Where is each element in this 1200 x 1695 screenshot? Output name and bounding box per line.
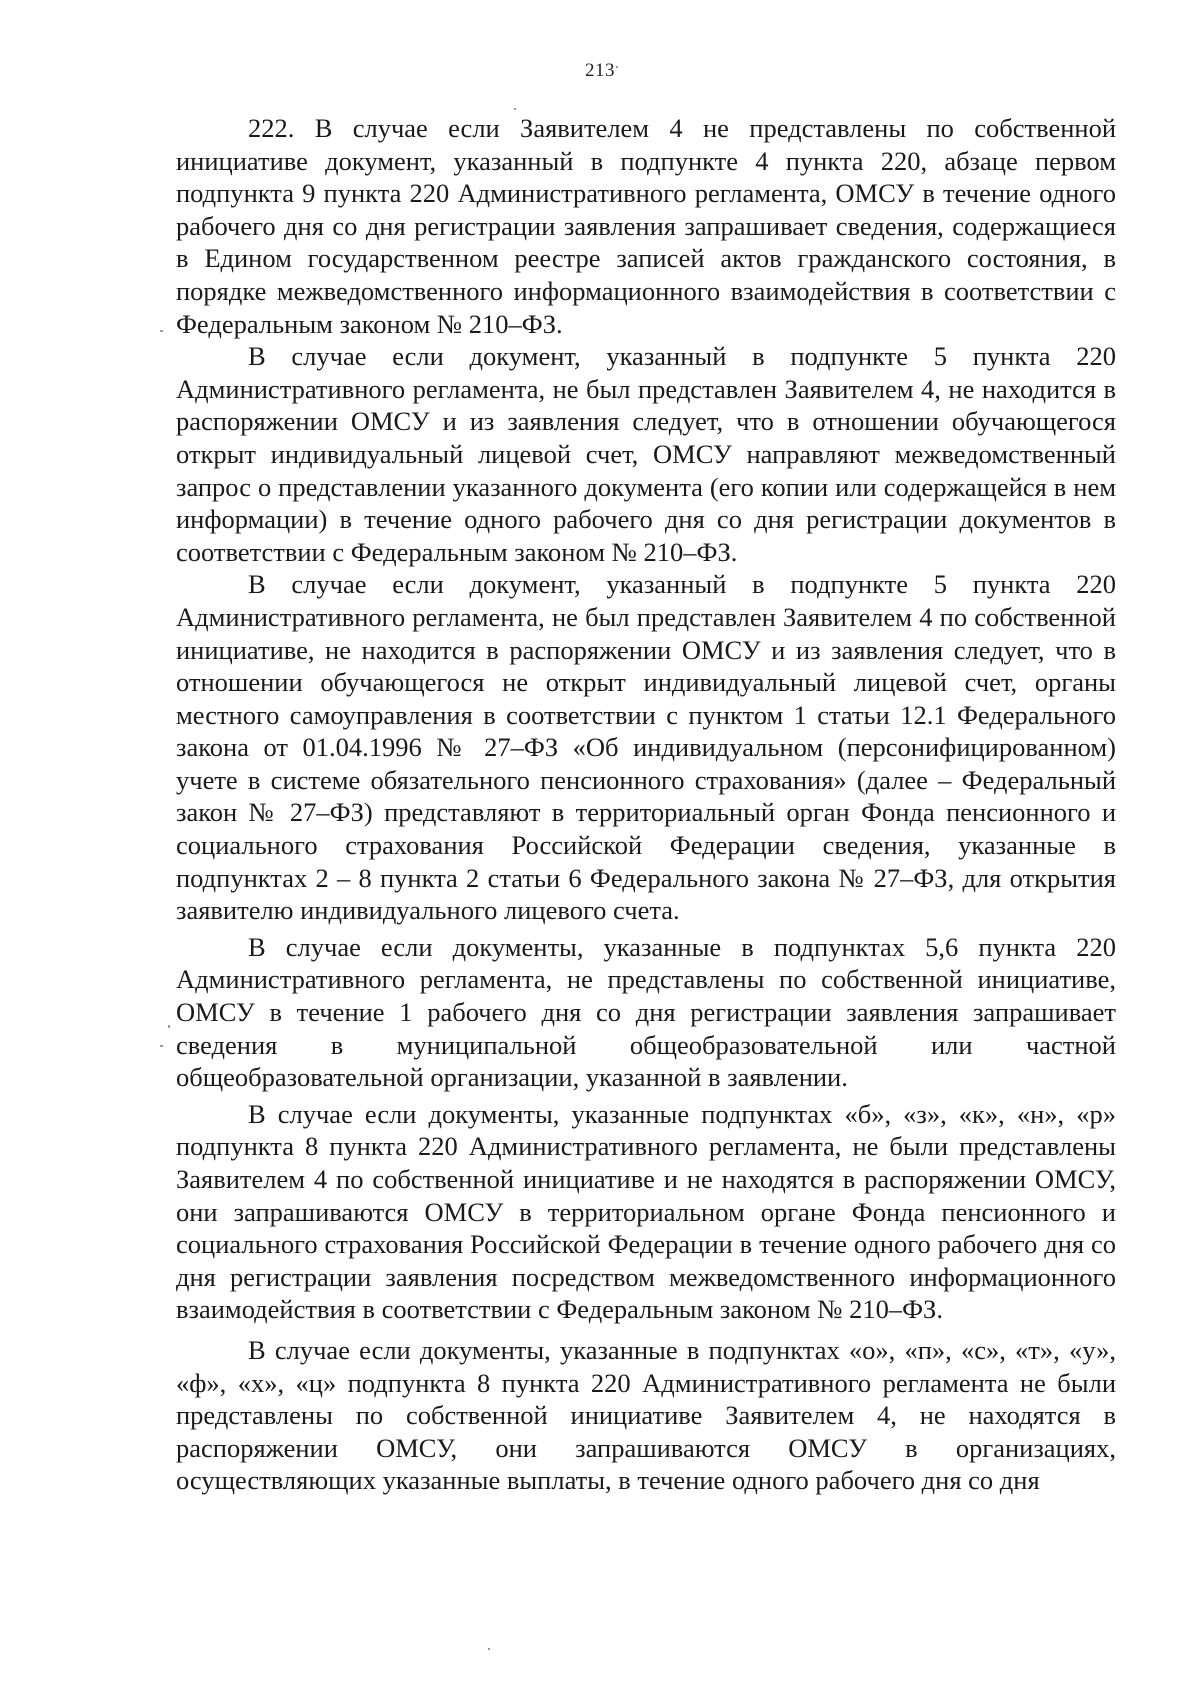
paragraph-snils-not-open: В случае если документ, указанный в подпункте 5 пункта 220 Административного регламента, не был представлен Заявителем 4 по собственной инициативе, не находится в распоряжении ОМСУ и из заявления следует, что в отношении обучающегося не открыт индивидуальный лицевой счет, органы местного самоуправления в соответствии с пунктом 1 статьи 12.1 Федерального закона от 01.04.1996 № 27–ФЗ «Об индивидуальном (персонифицированном) учете в системе обязательного пенсионного страхования» (далее – Федеральный закон № 27–ФЗ) представляют в территориальный орган Фонда пенсионного и социального страхования Российской Федерации сведения, указанные в подпунктах 2 – 8 пункта 2 статьи 6 Федерального закона № 27–ФЗ, для открытия заявителю индивидуального лицевого счета. xyxy=(176,569,1116,926)
paragraph-snils-request: В случае если документ, указанный в подпункте 5 пункта 220 Административного регламента, не был представлен Заявителем 4, не находится в распоряжении ОМСУ и из заявления следует, что в отношении обучающегося открыт индивидуальный лицевой счет, ОМСУ направляют межведомственный запрос о представлении указанного документа (его копии или содержащейся в нем информации) в течение одного рабочего дня со дня регистрации документов в соответствии с Федеральным законом № 210–ФЗ. xyxy=(176,341,1116,567)
paragraph-payments-request: В случае если документы, указанные в подпунктах «о», «п», «с», «т», «у», «ф», «х», «ц» подпункта 8 пункта 220 Административного регламента не были представлены по собственной инициативе Заявителем 4, не находятся в распоряжении ОМСУ, они запрашиваются ОМСУ в организациях, осуществляющих указанные выплаты, в течение одного рабочего дня со дня xyxy=(176,1334,1116,1496)
paragraph-school-request: В случае если документы, указанные в подпунктах 5,6 пункта 220 Административного регламента, не представлены по собственной инициативе, ОМСУ в течение 1 рабочего дня со дня регистрации заявления запрашивает сведения в муниципальной общеобразовательной или частной общеобразовательной организации, указанной в заявлении. xyxy=(176,931,1116,1093)
scan-artifact xyxy=(168,1025,170,1028)
scan-artifact xyxy=(160,1045,163,1047)
scan-artifact xyxy=(160,330,163,332)
scan-artifact xyxy=(488,1648,490,1650)
paragraph-222: 222. В случае если Заявителем 4 не представлены по собственной инициативе документ, указанный в подпункте 4 пункта 220, абзаце первом подпункта 9 пункта 220 Административного регламента, ОМСУ в течение одного рабочего дня со дня регистрации заявления запрашивает сведения, содержащиеся в Едином государственном реестре записей актов гражданского состояния, в порядке межведомственного информационного взаимодействия в соответствии с Федеральным законом № 210–ФЗ. xyxy=(176,113,1116,339)
paragraph-pension-fund-request: В случае если документы, указанные подпунктах «б», «з», «к», «н», «р» подпункта 8 пункта 220 Административного регламента, не были представлены Заявителем 4 по собственной инициативе и не находятся в распоряжении ОМСУ, они запрашиваются ОМСУ в территориальном органе Фонда пенсионного и социального страхования Российской Федерации в течение одного рабочего дня со дня регистрации заявления посредством межведомственного информационного взаимодействия в соответствии с Федеральным законом № 210–ФЗ. xyxy=(176,1098,1116,1325)
document-body xyxy=(176,112,1116,1497)
scan-artifact xyxy=(616,66,618,68)
page-number: 213 xyxy=(585,60,615,81)
scan-artifact xyxy=(514,108,516,110)
